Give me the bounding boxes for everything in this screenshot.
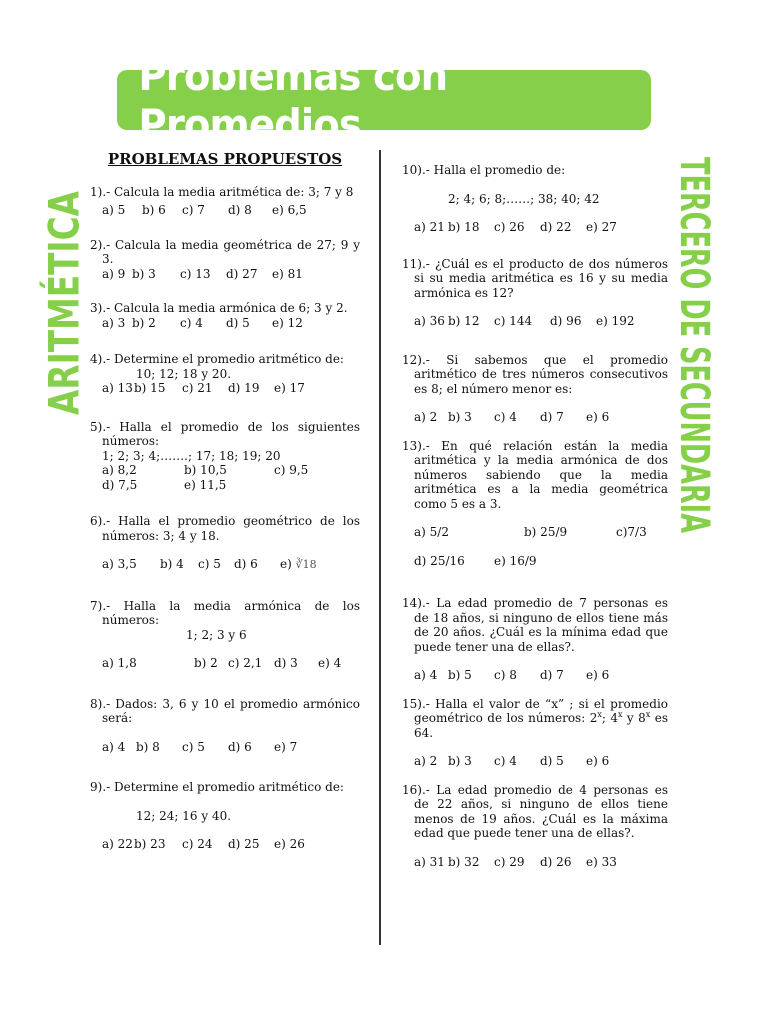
- option-d: d) 3: [274, 656, 298, 670]
- problem-7: [90, 599, 360, 671]
- option-a: a) 5/2: [414, 525, 449, 539]
- option-a: a) 4: [414, 668, 438, 682]
- option-e: e) 6: [586, 754, 610, 768]
- problem-13: [402, 439, 668, 569]
- option-d: d) 25/16: [414, 553, 465, 568]
- option-b: b) 3: [448, 410, 472, 424]
- answer-options: [402, 855, 668, 870]
- option-e: e) 6: [586, 668, 610, 682]
- answer-options: [90, 837, 360, 852]
- problem-question: 9).- Determine el promedio aritmético de:: [90, 780, 344, 794]
- problem-question: 6).- Halla el promedio geométrico de los números: 3; 4 y 18.: [90, 514, 360, 543]
- answer-options: [402, 554, 668, 569]
- problem-data-line: 12; 24; 16 y 40.: [136, 808, 232, 823]
- problem-question: 7).- Halla la media armónica de los números:: [90, 598, 360, 627]
- option-c: c) 7: [182, 203, 205, 217]
- option-c: c) 29: [494, 854, 525, 869]
- cube-root-18: ∛18: [295, 558, 317, 571]
- option-e: e) 26: [274, 837, 305, 851]
- answer-options: [90, 656, 360, 671]
- problem-question: 11).- ¿Cuál es el producto de dos números si su media aritmética es 16 y su media armónica es 12?: [402, 256, 668, 300]
- answer-options: [90, 203, 360, 218]
- option-b: b) 25/9: [524, 525, 568, 539]
- option-d: d) 27: [226, 266, 258, 281]
- option-a: a) 21: [414, 220, 445, 234]
- option-c: c)7/3: [616, 525, 647, 539]
- option-d: d) 25: [228, 837, 260, 851]
- option-e: e) 6: [586, 410, 610, 424]
- option-c: c) 5: [182, 739, 205, 754]
- option-b: b) 2: [132, 315, 156, 330]
- answer-options: [402, 220, 668, 235]
- option-b: b) 4: [160, 557, 184, 571]
- column-divider: [379, 150, 381, 945]
- option-d: d) 7: [540, 668, 564, 682]
- option-e: e) 7: [274, 739, 298, 754]
- option-d: d) 5: [226, 315, 250, 330]
- option-e: e) 192: [596, 314, 635, 328]
- option-d: d) 96: [550, 314, 582, 328]
- problem-question: 16).- La edad promedio de 4 personas es de 22 años, si ninguno de ellos tiene menos de 19 años. ¿Cuál es la máxima edad que puede tener una de ellas?.: [402, 782, 668, 840]
- option-c: c) 9,5: [274, 463, 309, 477]
- option-a: a) 36: [414, 314, 445, 328]
- option-a: a) 9: [102, 266, 126, 281]
- option-c: c) 2,1: [228, 656, 263, 670]
- problem-2: [90, 238, 360, 282]
- problem-question: 4).- Determine el promedio aritmético de:: [90, 352, 344, 366]
- answer-options: [90, 381, 360, 396]
- problem-data-line: 1; 2; 3; 4;…….; 17; 18; 19; 20: [102, 448, 281, 463]
- option-a: a) 8,2: [102, 463, 137, 477]
- problem-question: 1).- Calcula la media aritmética de: 3; 7 y 8: [90, 184, 354, 199]
- option-e: e) 6,5: [272, 203, 307, 217]
- option-b: b) 18: [448, 220, 480, 234]
- option-c: c) 8: [494, 668, 517, 682]
- option-a: a) 2: [414, 754, 438, 768]
- option-d: d) 8: [228, 203, 252, 217]
- option-b: b) 8: [136, 739, 160, 754]
- exponent-x: x: [617, 710, 623, 719]
- left-column: [90, 150, 360, 852]
- option-a: a) 5: [102, 203, 126, 217]
- problem-question: 14).- La edad promedio de 7 personas es de 18 años, si ninguno de ellos tiene más de 20 años. ¿Cuál es la mínima edad que puede tener una de ellas?.: [402, 596, 668, 654]
- problem-data-line: 1; 2; 3 y 6: [186, 627, 247, 642]
- problem-9: [90, 780, 360, 852]
- option-c: c) 13: [180, 266, 211, 281]
- exponent-x: x: [645, 710, 651, 719]
- option-b: b) 5: [448, 668, 472, 682]
- side-label-right: TERCERO DE SECUNDARIA: [671, 156, 717, 534]
- problem-question: 8).- Dados: 3, 6 y 10 el promedio armónico será:: [90, 696, 360, 725]
- problem-5: [90, 420, 360, 493]
- problem-question: 10).- Halla el promedio de:: [402, 163, 566, 177]
- option-e: e) 33: [586, 854, 617, 869]
- option-e: e) 12: [272, 315, 303, 330]
- option-e: e) 27: [586, 220, 617, 234]
- option-a: a) 31: [414, 854, 445, 869]
- option-a: a) 13: [102, 381, 133, 395]
- option-c: c) 4: [494, 410, 517, 424]
- option-c: c) 24: [182, 837, 213, 851]
- option-e: e) 81: [272, 266, 303, 281]
- option-d: d) 5: [540, 754, 564, 768]
- option-c: c) 4: [180, 315, 203, 330]
- option-b: b) 3: [132, 266, 156, 281]
- answer-options: [402, 314, 668, 329]
- problem-question: 12).- Si sabemos que el promedio aritmético de tres números consecutivos es 8; el número menor es:: [402, 352, 668, 396]
- problem-11: [402, 257, 668, 329]
- page-title: Problemas con Promedios: [138, 51, 448, 149]
- option-c: c) 4: [494, 754, 517, 768]
- option-b: b) 32: [448, 854, 480, 869]
- problem-8: [90, 697, 360, 755]
- option-e: e) 11,5: [184, 477, 227, 492]
- option-c: c) 5: [198, 557, 221, 571]
- option-b: b) 3: [448, 754, 472, 768]
- problem-4: [90, 352, 360, 396]
- problem-question: 2).- Calcula la media geométrica de 27; 9 y 3.: [90, 237, 360, 266]
- problem-question: [402, 697, 668, 741]
- option-c: c) 21: [182, 381, 213, 395]
- q15-text-d: es 64.: [414, 711, 668, 740]
- option-e-label: e): [280, 557, 292, 571]
- side-label-left: ARITMÉTICA: [39, 190, 89, 416]
- option-e: [280, 557, 317, 573]
- problem-question: 5).- Halla el promedio de los siguientes números:: [90, 419, 360, 448]
- option-a: a) 2: [414, 410, 438, 424]
- option-e: e) 16/9: [494, 553, 537, 568]
- option-b: b) 15: [134, 381, 166, 395]
- option-b: b) 12: [448, 314, 480, 328]
- option-d: d) 22: [540, 220, 572, 234]
- option-a: a) 22: [102, 837, 133, 851]
- problem-10: [402, 163, 668, 235]
- option-d: d) 7: [540, 410, 564, 424]
- right-column: [402, 163, 668, 869]
- answer-options: [90, 478, 360, 493]
- option-a: a) 3: [102, 315, 126, 330]
- option-b: b) 6: [142, 203, 166, 217]
- option-e: e) 4: [318, 656, 342, 670]
- answer-options: [402, 668, 668, 683]
- problem-data-line: 10; 12; 18 y 20.: [136, 366, 232, 381]
- option-d: d) 26: [540, 854, 572, 869]
- problem-14: [402, 596, 668, 683]
- problem-3: [90, 301, 360, 330]
- q15-text-b: ; 4: [601, 711, 618, 725]
- title-banner: [117, 51, 651, 149]
- option-d: d) 7,5: [102, 477, 138, 492]
- answer-options: [90, 557, 360, 573]
- answer-options: [90, 316, 360, 331]
- problem-6: [90, 514, 360, 573]
- option-a: a) 1,8: [102, 656, 137, 670]
- q15-text-a: 15).- Halla el valor de “x” ; si el promedio geométrico de los números: 2: [402, 696, 668, 725]
- option-c: c) 144: [494, 314, 533, 328]
- answer-options: [90, 740, 360, 755]
- option-a: a) 4: [102, 739, 126, 754]
- option-b: b) 23: [134, 837, 166, 851]
- problem-data-line: 2; 4; 6; 8;……; 38; 40; 42: [448, 191, 600, 206]
- option-d: d) 19: [228, 381, 260, 395]
- problem-15: [402, 697, 668, 769]
- option-d: d) 6: [234, 557, 258, 571]
- answer-options: [402, 410, 668, 425]
- option-b: b) 2: [194, 656, 218, 670]
- problem-question: 3).- Calcula la media armónica de 6; 3 y 2.: [90, 301, 348, 315]
- problem-16: [402, 783, 668, 870]
- problem-12: [402, 353, 668, 425]
- section-title: PROBLEMAS PROPUESTOS: [107, 150, 343, 168]
- exponent-x: x: [597, 710, 602, 719]
- answer-options: [402, 754, 668, 769]
- option-a: a) 3,5: [102, 557, 137, 571]
- option-b: b) 10,5: [184, 463, 227, 477]
- answer-options: [90, 463, 360, 478]
- answer-options: [90, 267, 360, 282]
- option-e: e) 17: [274, 381, 305, 395]
- option-d: d) 6: [228, 739, 252, 754]
- problem-question: 13).- En qué relación están la media aritmética y la media armónica de dos números sabiendo que la media aritmética es a la media geométrica como 5 es a 3.: [402, 438, 668, 511]
- option-c: c) 26: [494, 220, 525, 234]
- q15-text-c: y 8: [622, 711, 646, 725]
- problem-1: [90, 185, 360, 218]
- answer-options: [402, 525, 668, 540]
